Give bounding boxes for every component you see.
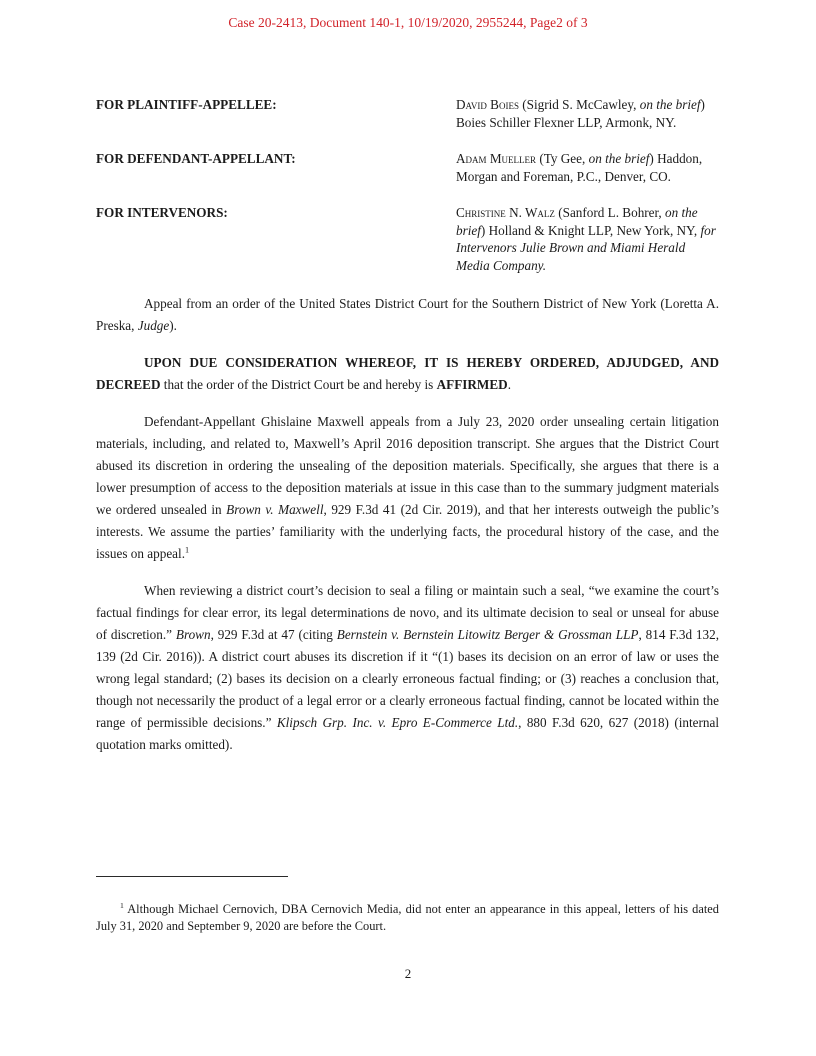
counsel-label: FOR INTERVENORS: bbox=[96, 205, 228, 220]
counsel-text: David Boies (Sigrid S. McCawley, on the brief) Boies Schiller Flexner LLP, Armonk, NY. bbox=[456, 97, 705, 130]
counsel-label: FOR DEFENDANT-APPELLANT: bbox=[96, 151, 296, 166]
footnote-block bbox=[96, 876, 719, 935]
counsel-row-plaintiff-appellee bbox=[96, 96, 719, 131]
background-paragraph: Defendant-Appellant Ghislaine Maxwell appeals from a July 23, 2020 order unsealing certain litigation materials, including, and related to, Maxwell’s April 2016 deposition transcript. She argues that the District Court abused its discretion in ordering the unsealing of the deposition materials. Specifically, she argues that there is a lower presumption of access to the deposition materials at issue in this case than to the summary judgment materials we ordered unsealed in Brown v. Maxwell, 929 F.3d 41 (2d Cir. 2019), and that her interests outweigh the public’s interests. We assume the parties’ familiarity with the underlying facts, the procedural history of the case, and the issues on appeal.$^1$ bbox=[96, 414, 720, 561]
footnote-1: $^1$ Although Michael Cernovich, DBA Cernovich Media, did not enter an appearance in this appeal, letters of his dated July 31, 2020 and September 9, 2020 are before the Court. bbox=[96, 900, 719, 933]
counsel-row-defendant-appellant bbox=[96, 150, 719, 185]
counsel-label: FOR PLAINTIFF-APPELLEE: bbox=[96, 97, 277, 112]
counsel-row-intervenors bbox=[96, 204, 719, 274]
document-body bbox=[96, 96, 719, 756]
counsel-text: Christine N. Walz (Sanford L. Bohrer, on the brief) Holland & Knight LLP, New York, NY, for Intervenors Julie Brown and Miami Herald Media Company. bbox=[456, 205, 716, 273]
standard-of-review-paragraph: When reviewing a district court’s decision to seal a filing or maintain such a seal, “we examine the court’s factual findings for clear error, its legal determinations de novo, and its ultimate decision to seal or unseal for abuse of discretion.” Brown, 929 F.3d at 47 (citing Bernstein v. Bernstein Litowitz Berger & Grossman LLP, 814 F.3d 132, 139 (2d Cir. 2016)). A district court abuses its discretion if it “(1) bases its decision on an error of law or uses the wrong legal standard; (2) bases its decision on a clearly erroneous factual finding; or (3) reaches a conclusion that, though not necessarily the product of a legal error or a clearly erroneous factual finding, cannot be located within the range of permissible decisions.” Klipsch Grp. Inc. v. Epro E-Commerce Ltd., 880 F.3d 620, 627 (2018) (internal quotation marks omitted). bbox=[96, 583, 719, 752]
appeal-paragraph: Appeal from an order of the United States District Court for the Southern District of New York (Loretta A. Preska, Judge). bbox=[96, 296, 719, 333]
counsel-text: Adam Mueller (Ty Gee, on the brief) Haddon, Morgan and Foreman, P.C., Denver, CO. bbox=[456, 151, 703, 184]
order-paragraph: UPON DUE CONSIDERATION WHEREOF, IT IS HEREBY ORDERED, ADJUDGED, AND DECREED that the order of the District Court be and hereby is AFFIRMED. bbox=[96, 355, 719, 392]
case-stamp: Case 20-2413, Document 140-1, 10/19/2020, 2955244, Page2 of 3 bbox=[228, 15, 588, 30]
footnote-separator bbox=[96, 876, 288, 877]
page-number: 2 bbox=[404, 966, 412, 981]
